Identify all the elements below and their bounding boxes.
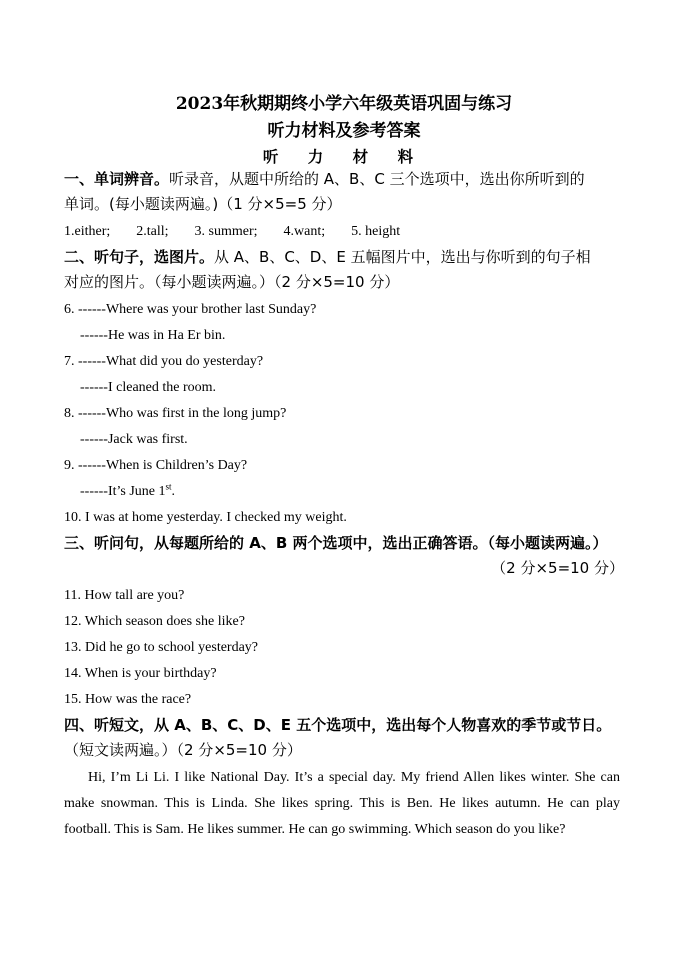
- section-heading: 听 力 材 料: [262, 147, 426, 166]
- word-item: 1.either;: [64, 224, 111, 239]
- answer-6: ------He was in Ha Er bin.: [80, 328, 226, 343]
- answer-8: ------Jack was first.: [80, 432, 188, 447]
- word-item: 4.want;: [283, 224, 326, 239]
- section-1-instruction-text: 听录音，从题中所给的 A、B、C 三个选项中，选出你所听到的: [169, 170, 585, 188]
- section-1-word-list: [64, 222, 426, 242]
- word-item: 5. height: [351, 224, 401, 239]
- question-11: 11. How tall are you?: [64, 588, 185, 603]
- section-1-title: 一、单词辨音。: [64, 170, 170, 188]
- answer-7: ------I cleaned the room.: [80, 380, 217, 395]
- section-4-instruction-line2: （短文读两遍。）（2 分×5=10 分）: [64, 741, 302, 759]
- document-title: 2023年秋期期终小学六年级英语巩固与练习: [175, 94, 513, 114]
- section-2-title: 二、听句子，选图片。: [64, 248, 215, 266]
- ordinal-suffix: st: [165, 481, 172, 492]
- section-2-instruction-text: 从 A、B、C、D、E 五幅图片中，选出与你听到的句子相: [214, 248, 591, 266]
- section-4-instruction: [64, 713, 628, 738]
- section-3-title: 三、听问句，从每题所给的 A、B 两个选项中，选出正确答语。（每小题读两遍。）: [64, 534, 608, 552]
- question-10: 10. I was at home yesterday. I checked my weight.: [64, 510, 347, 525]
- section-3-score: （2 分×5=10 分）: [491, 559, 624, 577]
- question-7: 7. ------What did you do yesterday?: [64, 354, 264, 369]
- section-1-instruction: [64, 167, 628, 192]
- answer-9: [80, 482, 175, 502]
- question-12: 12. Which season does she like?: [64, 614, 245, 629]
- section-4-title: 四、听短文，从 A、B、C、D、E 五个选项中，选出每个人物喜欢的季节或节日。: [64, 716, 612, 734]
- listening-passage: Hi, I’m Li Li. I like National Day. It’s a special day. My friend Allen likes winter. She can make snowman. This is Linda. She likes spring. This is Ben. He likes autumn. He can play football. This is Sam. He likes summer. He can go swimming. Which season do you like?: [64, 770, 620, 837]
- section-2-instruction-line2: 对应的图片。（每小题读两遍。）（2 分×5=10 分）: [64, 273, 400, 291]
- question-14: 14. When is your birthday?: [64, 666, 217, 681]
- answer-9-text: ------It’s June 1: [80, 484, 166, 499]
- section-3-instruction: [64, 531, 628, 556]
- question-8: 8. ------Who was first in the long jump?: [64, 406, 287, 421]
- word-item: 3. summer;: [194, 224, 258, 239]
- question-9: 9. ------When is Children’s Day?: [64, 458, 248, 473]
- word-item: 2.tall;: [136, 224, 169, 239]
- document-subtitle: 听力材料及参考答案: [267, 121, 421, 141]
- section-2-instruction: [64, 245, 628, 270]
- question-6: 6. ------Where was your brother last Sunday?: [64, 302, 317, 317]
- answer-9-end: .: [171, 484, 176, 499]
- section-1-instruction-line2: 单词。(每小题读两遍。)（1 分×5=5 分）: [64, 195, 342, 213]
- question-15: 15. How was the race?: [64, 692, 192, 707]
- question-13: 13. Did he go to school yesterday?: [64, 640, 259, 655]
